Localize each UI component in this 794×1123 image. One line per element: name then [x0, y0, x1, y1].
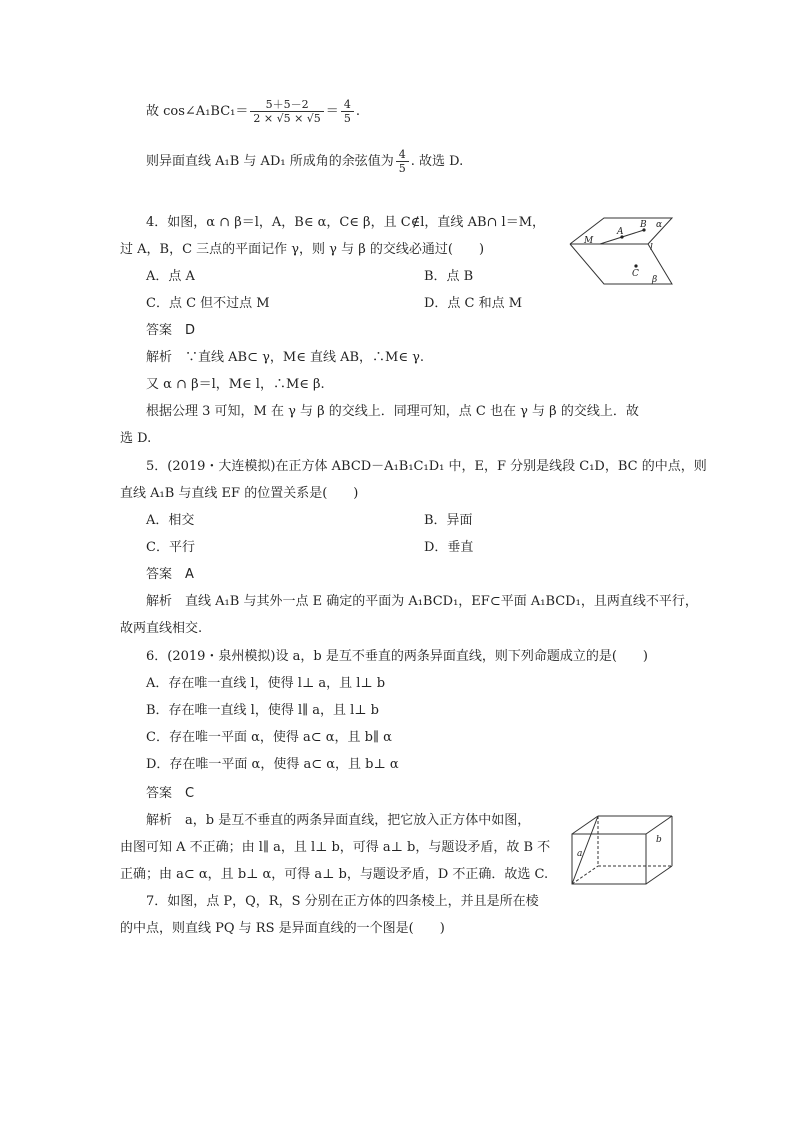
period: .: [355, 104, 360, 119]
explanation-label: 解析: [146, 594, 173, 609]
explanation-text: ∵直线 AB⊂ γ，M∈ 直线 AB，∴M∈ γ.: [185, 350, 425, 365]
q5-answer: [146, 566, 194, 584]
q6-stem: 6．(2019・泉州模拟)设 a，b 是互不垂直的两条异面直线，则下列命题成立的是( ): [146, 649, 648, 664]
q5-explanation-line2: 故两直线相交.: [120, 621, 203, 636]
q4-answer: [146, 322, 195, 340]
result-denominator: 5: [343, 112, 351, 125]
explanation-label: 解析: [146, 813, 173, 828]
answer-value: C: [185, 786, 195, 801]
sol3-conclusion: [146, 148, 463, 175]
cos-fraction: [250, 98, 323, 125]
equals-sign: ＝: [325, 104, 339, 119]
conclusion-numerator: 4: [396, 148, 409, 162]
q4-option-a: A．点 A: [146, 269, 195, 284]
conclusion-prefix: 则异面直线 A₁B 与 AD₁ 所成角的余弦值为: [146, 154, 394, 169]
q5-option-b: B．异面: [424, 513, 473, 528]
label-b: b: [656, 835, 662, 845]
conclusion-denominator: 5: [398, 162, 406, 175]
conclusion-suffix: . 故选 D.: [410, 154, 464, 169]
label-m: M: [584, 236, 594, 246]
q5-option-a: A．相交: [146, 513, 195, 528]
cube-edge: [646, 816, 672, 834]
answer-label: 答案: [146, 567, 173, 582]
explanation-text: a，b 是互不垂直的两条异面直线，把它放入正方体中如图，: [185, 813, 531, 828]
q6-option-d: D．存在唯一平面 α，使得 a⊂ α，且 b⊥ α: [146, 757, 399, 772]
label-a: a: [577, 849, 583, 859]
q4-option-d: D．点 C 和点 M: [424, 296, 523, 311]
cube-edge: [646, 866, 672, 884]
cube-front-face: [572, 834, 646, 884]
explanation-text: 直线 A₁B 与其外一点 E 确定的平面为 A₁BCD₁，EF⊂平面 A₁BCD₁，且两直线不平行，: [185, 594, 698, 609]
cos-formula-line: [146, 98, 360, 125]
line-a: [572, 816, 598, 884]
label-c: C: [632, 269, 639, 279]
q6-explanation-line1: [146, 812, 530, 830]
q5-option-d: D．垂直: [424, 540, 474, 555]
answer-value: D: [185, 323, 196, 338]
label-a: A: [617, 227, 624, 237]
answer-label: 答案: [146, 323, 173, 338]
q4-option-c: C．点 C 但不过点 M: [146, 296, 270, 311]
q4-explanation-line4: 选 D.: [120, 431, 152, 446]
point-c: [634, 264, 637, 267]
label-l: l: [650, 243, 653, 253]
q4-explanation-line1: [146, 349, 424, 367]
q4-option-b: B．点 B: [424, 269, 474, 284]
q5-option-c: C．平行: [146, 540, 195, 555]
label-alpha: α: [656, 220, 663, 230]
q6-option-a: A．存在唯一直线 l，使得 l⊥ a，且 l⊥ b: [146, 676, 386, 691]
label-beta: β: [652, 275, 658, 285]
result-fraction: [341, 98, 354, 125]
q6-option-b: B．存在唯一直线 l，使得 l∥ a，且 l⊥ b: [146, 703, 379, 718]
q6-explanation-line2: 由图可知 A 不正确；由 l∥ a，且 l⊥ b，可得 a⊥ b，与题设矛盾，故 B 不: [120, 840, 551, 855]
cos-denominator: 2 × √5 × √5: [253, 112, 321, 125]
q6-cube-figure: [570, 814, 674, 886]
q4-stem-line1: 4．如图，α ∩ β＝l，A，B∈ α，C∈ β，且 C∉l，直线 AB∩ l＝M，: [146, 215, 546, 230]
q4-planes-figure: [564, 206, 676, 290]
cos-numerator: 5＋5－2: [250, 98, 323, 112]
label-b: B: [640, 220, 647, 230]
q4-stem-line2: 过 A，B，C 三点的平面记作 γ，则 γ 与 β 的交线必通过( ): [120, 242, 485, 257]
q5-stem-line1: 5．(2019・大连模拟)在正方体 ABCD－A₁B₁C₁D₁ 中，E，F 分别是线段 C₁D，BC 的中点，则: [146, 459, 707, 474]
q7-stem-line2: 的中点，则直线 PQ 与 RS 是异面直线的一个图是( ): [120, 921, 445, 936]
answer-label: 答案: [146, 786, 173, 801]
q6-answer: [146, 785, 194, 803]
answer-value: A: [185, 567, 194, 582]
conclusion-fraction: [396, 148, 409, 175]
q5-explanation-line1: [146, 593, 698, 611]
q7-stem-line1: 7．如图，点 P，Q，R，S 分别在正方体的四条棱上，并且是所在棱: [146, 894, 539, 909]
q5-stem-line2: 直线 A₁B 与直线 EF 的位置关系是( ): [120, 486, 359, 501]
result-numerator: 4: [341, 98, 354, 112]
explanation-label: 解析: [146, 350, 173, 365]
q4-explanation-line3: 根据公理 3 可知，M 在 γ 与 β 的交线上．同理可知，点 C 也在 γ 与 β 的交线上．故: [146, 404, 639, 419]
q6-option-c: C．存在唯一平面 α，使得 a⊂ α，且 b∥ α: [146, 730, 392, 745]
q4-explanation-line2: 又 α ∩ β＝l，M∈ l，∴M∈ β.: [146, 377, 325, 392]
q6-explanation-line3: 正确；由 a⊂ α，且 b⊥ α，可得 a⊥ b，与题设矛盾，D 不正确．故选 C.: [120, 867, 549, 882]
cos-prefix: 故 cos∠A₁BC₁＝: [146, 104, 249, 119]
